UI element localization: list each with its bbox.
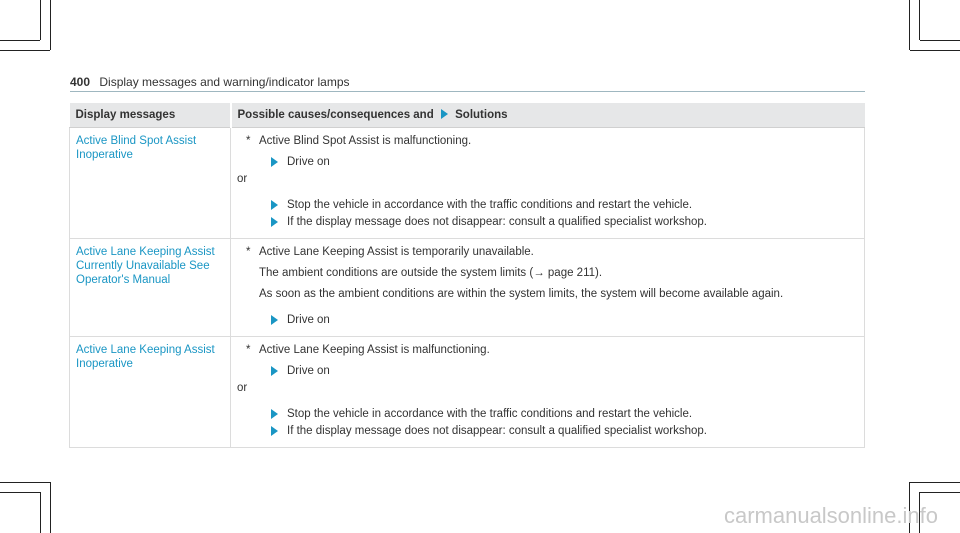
solution-cell <box>231 337 865 448</box>
solution-cell <box>231 128 865 239</box>
crop-mark <box>0 492 40 493</box>
action-step: Stop the vehicle in accordance with the traffic conditions and restart the vehicle. <box>237 407 858 421</box>
solution-cell <box>231 239 865 337</box>
crop-mark <box>50 0 51 50</box>
page-header <box>70 75 350 89</box>
crop-mark <box>919 0 920 40</box>
info-text: The ambient conditions are outside the system limits (→ page 211). <box>259 267 603 279</box>
bullet-icon: * <box>246 344 251 356</box>
cause-item: * Active Lane Keeping Assist is temporarily unavailable. <box>246 246 534 258</box>
page-number: 400 <box>70 75 91 89</box>
crop-mark <box>50 482 51 533</box>
arrow-right-icon <box>271 366 278 376</box>
or-text: or <box>237 173 248 185</box>
table-header-row <box>70 103 865 128</box>
display-message: Active Lane Keeping Assist Inoperative <box>70 337 231 448</box>
crop-mark <box>0 50 50 51</box>
crop-mark <box>0 482 50 483</box>
action-step: If the display message does not disappear: consult a qualified specialist workshop. <box>237 424 858 438</box>
action-step: Stop the vehicle in accordance with the traffic conditions and restart the vehicle. <box>237 198 858 212</box>
arrow-right-icon <box>271 426 278 436</box>
crop-mark <box>920 40 960 41</box>
bullet-icon: * <box>246 135 251 147</box>
display-message: Active Blind Spot Assist Inoperative <box>70 128 231 239</box>
header-display-messages: Display messages <box>70 103 231 128</box>
header-divider <box>70 91 865 92</box>
table-row <box>70 239 865 337</box>
bullet-icon: * <box>246 246 251 258</box>
or-text: or <box>237 382 248 394</box>
crop-mark <box>40 492 41 533</box>
arrow-right-icon <box>271 157 278 167</box>
arrow-right-icon <box>441 109 448 119</box>
action-step: Drive on <box>237 313 858 327</box>
table-row <box>70 128 865 239</box>
action-step: Drive on <box>237 364 858 378</box>
header-causes-solutions: Possible causes/consequences and Solutions <box>231 103 865 128</box>
action-step: If the display message does not disappear: consult a qualified specialist workshop. <box>237 215 858 229</box>
crop-mark <box>909 0 910 50</box>
cause-item: * Active Lane Keeping Assist is malfunctioning. <box>246 344 490 356</box>
crop-mark <box>910 50 960 51</box>
arrow-right-icon <box>271 217 278 227</box>
crop-mark <box>0 40 40 41</box>
cause-item: * Active Blind Spot Assist is malfunctioning. <box>246 135 472 147</box>
arrow-right-icon <box>271 315 278 325</box>
crop-mark <box>910 482 960 483</box>
arrow-right-icon <box>271 200 278 210</box>
arrow-right-icon <box>271 409 278 419</box>
crop-mark <box>920 492 960 493</box>
table-row <box>70 337 865 448</box>
messages-table <box>69 103 865 448</box>
info-text: As soon as the ambient conditions are within the system limits, the system will become available again. <box>259 288 784 300</box>
watermark: carmanualsonline.info <box>723 503 938 528</box>
display-message: Active Lane Keeping Assist Currently Unavailable See Operator's Manual <box>70 239 231 337</box>
action-step: Drive on <box>237 155 858 169</box>
crop-mark <box>40 0 41 40</box>
section-title: Display messages and warning/indicator lamps <box>99 75 350 89</box>
